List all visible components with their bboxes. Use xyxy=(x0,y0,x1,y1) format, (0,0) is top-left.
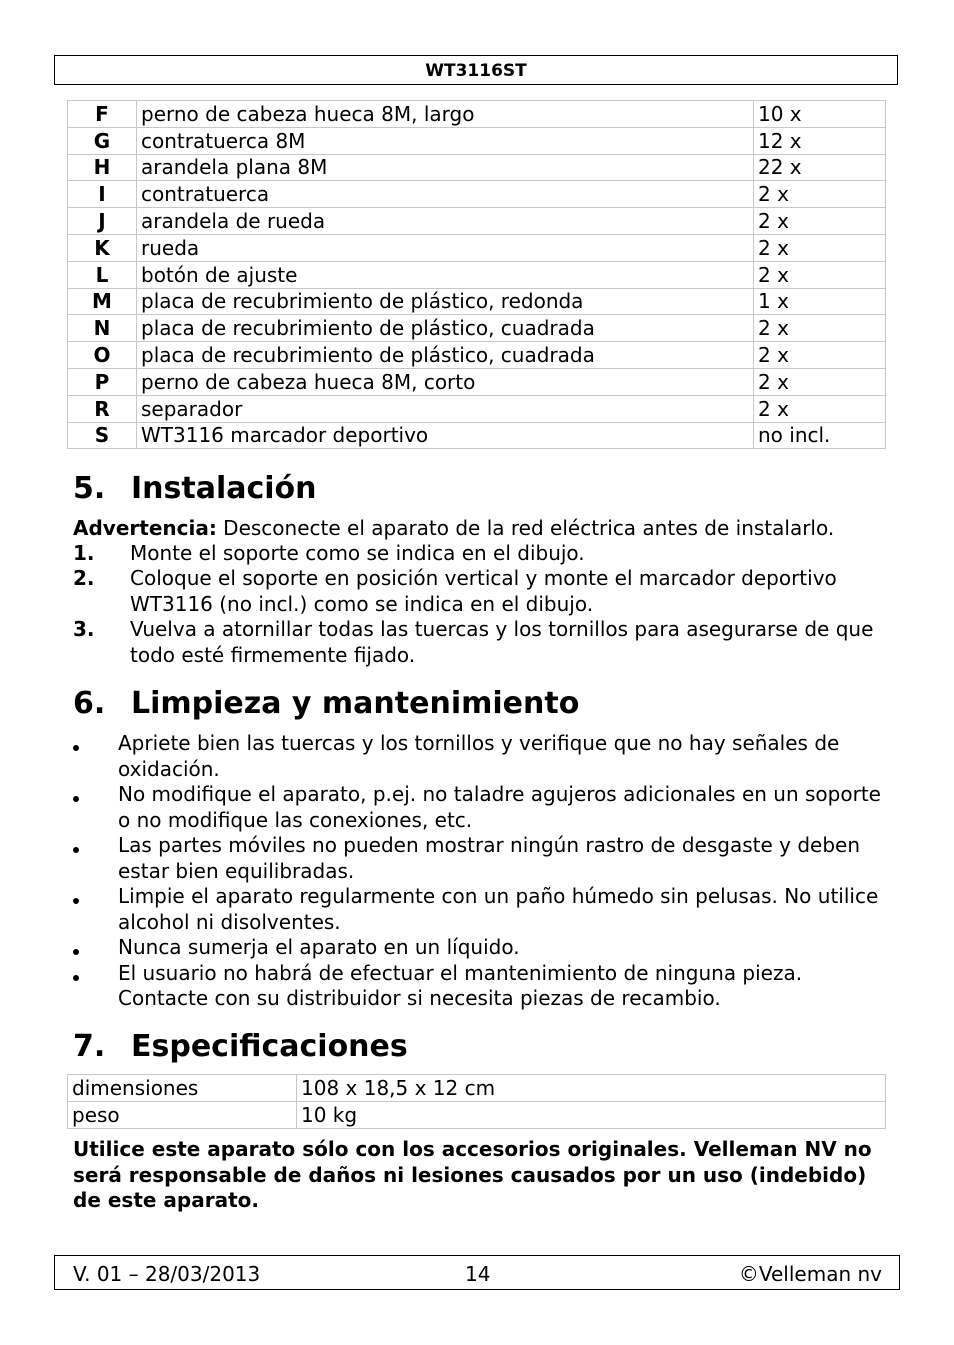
bullet-icon xyxy=(73,975,79,981)
table-row xyxy=(68,368,886,395)
document-title: WT3116ST xyxy=(425,61,527,81)
bullet-icon xyxy=(73,847,79,853)
step-number: 2. xyxy=(73,566,95,590)
table-row xyxy=(68,101,886,128)
part-letter: J xyxy=(68,208,137,235)
table-row xyxy=(68,234,886,261)
table-row xyxy=(68,208,886,235)
part-description: placa de recubrimiento de plástico, cuadrada xyxy=(137,342,754,369)
part-description: arandela plana 8M xyxy=(137,154,754,181)
part-quantity: 2 x xyxy=(754,368,886,395)
section-title: Instalación xyxy=(131,471,317,506)
bullet-text: Las partes móviles no pueden mostrar ningún rastro de desgaste y deben estar bien equilibradas. xyxy=(118,833,860,883)
part-quantity: 10 x xyxy=(754,101,886,128)
part-quantity: 12 x xyxy=(754,127,886,154)
part-letter: G xyxy=(68,127,137,154)
part-description: perno de cabeza hueca 8M, corto xyxy=(137,368,754,395)
step-number: 3. xyxy=(73,617,95,641)
table-row xyxy=(68,342,886,369)
bullet-icon xyxy=(73,796,79,802)
table-row xyxy=(68,261,886,288)
bullet-text: No modifique el aparato, p.ej. no taladre agujeros adicionales en un soporte o no modifique las conexiones, etc. xyxy=(118,782,881,832)
warning-paragraph xyxy=(73,516,883,542)
part-quantity: 2 x xyxy=(754,234,886,261)
table-row xyxy=(68,181,886,208)
table-row xyxy=(68,422,886,449)
part-letter: I xyxy=(68,181,137,208)
part-description: rueda xyxy=(137,234,754,261)
list-item xyxy=(73,884,883,935)
table-row xyxy=(68,288,886,315)
table-row xyxy=(68,1075,886,1102)
maintenance-list xyxy=(73,731,883,1012)
part-quantity: 1 x xyxy=(754,288,886,315)
section-heading-installation xyxy=(73,471,317,507)
step-text: Monte el soporte como se indica en el dibujo. xyxy=(130,541,585,565)
part-description: WT3116 marcador deportivo xyxy=(137,422,754,449)
bullet-text: Limpie el aparato regularmente con un paño húmedo sin pelusas. No utilice alcohol ni disolventes. xyxy=(118,884,879,934)
table-row xyxy=(68,154,886,181)
list-item xyxy=(73,935,883,961)
part-quantity: no incl. xyxy=(754,422,886,449)
table-row xyxy=(68,127,886,154)
spec-value: 10 kg xyxy=(297,1101,886,1128)
bullet-text: Nunca sumerja el aparato en un líquido. xyxy=(118,935,520,959)
spec-key: peso xyxy=(68,1101,297,1128)
warning-label: Advertencia: xyxy=(73,516,217,540)
part-letter: F xyxy=(68,101,137,128)
part-quantity: 22 x xyxy=(754,154,886,181)
bullet-icon xyxy=(73,745,79,751)
page-footer xyxy=(54,1255,900,1290)
footer-copyright: ©Velleman nv xyxy=(738,1262,882,1286)
table-row xyxy=(68,315,886,342)
part-letter: M xyxy=(68,288,137,315)
part-letter: S xyxy=(68,422,137,449)
part-description: placa de recubrimiento de plástico, cuadrada xyxy=(137,315,754,342)
part-quantity: 2 x xyxy=(754,395,886,422)
spec-value: 108 x 18,5 x 12 cm xyxy=(297,1075,886,1102)
section-number: 7. xyxy=(73,1029,106,1064)
list-item xyxy=(73,566,883,617)
part-letter: N xyxy=(68,315,137,342)
part-quantity: 2 x xyxy=(754,261,886,288)
spec-key: dimensiones xyxy=(68,1075,297,1102)
part-letter: H xyxy=(68,154,137,181)
specifications-table xyxy=(67,1074,886,1129)
table-row xyxy=(68,395,886,422)
part-description: separador xyxy=(137,395,754,422)
part-description: contratuerca xyxy=(137,181,754,208)
bullet-text: El usuario no habrá de efectuar el mantenimiento de ninguna pieza. Contacte con su distribuidor si necesita piezas de recambio. xyxy=(118,960,803,1010)
footer-version: V. 01 – 28/03/2013 xyxy=(73,1262,261,1286)
section-number: 6. xyxy=(73,686,106,721)
part-quantity: 2 x xyxy=(754,208,886,235)
liability-notice: Utilice este aparato sólo con los accesorios originales. Velleman NV no será responsable de daños ni lesiones causados por un uso (indebido) de este aparato. xyxy=(73,1137,872,1212)
step-text: Vuelva a atornillar todas las tuercas y los tornillos para asegurarse de que todo esté firmemente fijado. xyxy=(130,617,874,667)
step-text: Coloque el soporte en posición vertical y monte el marcador deportivo WT3116 (no incl.) como se indica en el dibujo. xyxy=(130,566,837,616)
bullet-text: Apriete bien las tuercas y los tornillos y verifique que no hay señales de oxidación. xyxy=(118,731,840,781)
bullet-icon xyxy=(73,949,79,955)
footer-page-number: 14 xyxy=(465,1262,491,1286)
list-item xyxy=(73,961,883,1012)
list-item xyxy=(73,833,883,884)
warning-text: Desconecte el aparato de la red eléctrica antes de instalarlo. xyxy=(216,516,835,540)
section-title: Especificaciones xyxy=(131,1029,408,1064)
part-description: arandela de rueda xyxy=(137,208,754,235)
list-item xyxy=(73,731,883,782)
section-heading-specifications xyxy=(73,1029,408,1065)
part-letter: K xyxy=(68,234,137,261)
list-item xyxy=(73,541,883,567)
part-letter: P xyxy=(68,368,137,395)
part-letter: O xyxy=(68,342,137,369)
part-description: perno de cabeza hueca 8M, largo xyxy=(137,101,754,128)
list-item xyxy=(73,617,883,668)
section-number: 5. xyxy=(73,471,106,506)
parts-table xyxy=(67,100,886,449)
part-description: placa de recubrimiento de plástico, redonda xyxy=(137,288,754,315)
bullet-icon xyxy=(73,898,79,904)
part-quantity: 2 x xyxy=(754,181,886,208)
part-description: contratuerca 8M xyxy=(137,127,754,154)
table-row xyxy=(68,1101,886,1128)
section-title: Limpieza y mantenimiento xyxy=(131,686,580,721)
part-quantity: 2 x xyxy=(754,342,886,369)
part-letter: L xyxy=(68,261,137,288)
part-description: botón de ajuste xyxy=(137,261,754,288)
list-item xyxy=(73,782,883,833)
part-letter: R xyxy=(68,395,137,422)
document-header xyxy=(54,55,898,85)
part-quantity: 2 x xyxy=(754,315,886,342)
step-number: 1. xyxy=(73,541,95,565)
section-heading-maintenance xyxy=(73,686,579,722)
